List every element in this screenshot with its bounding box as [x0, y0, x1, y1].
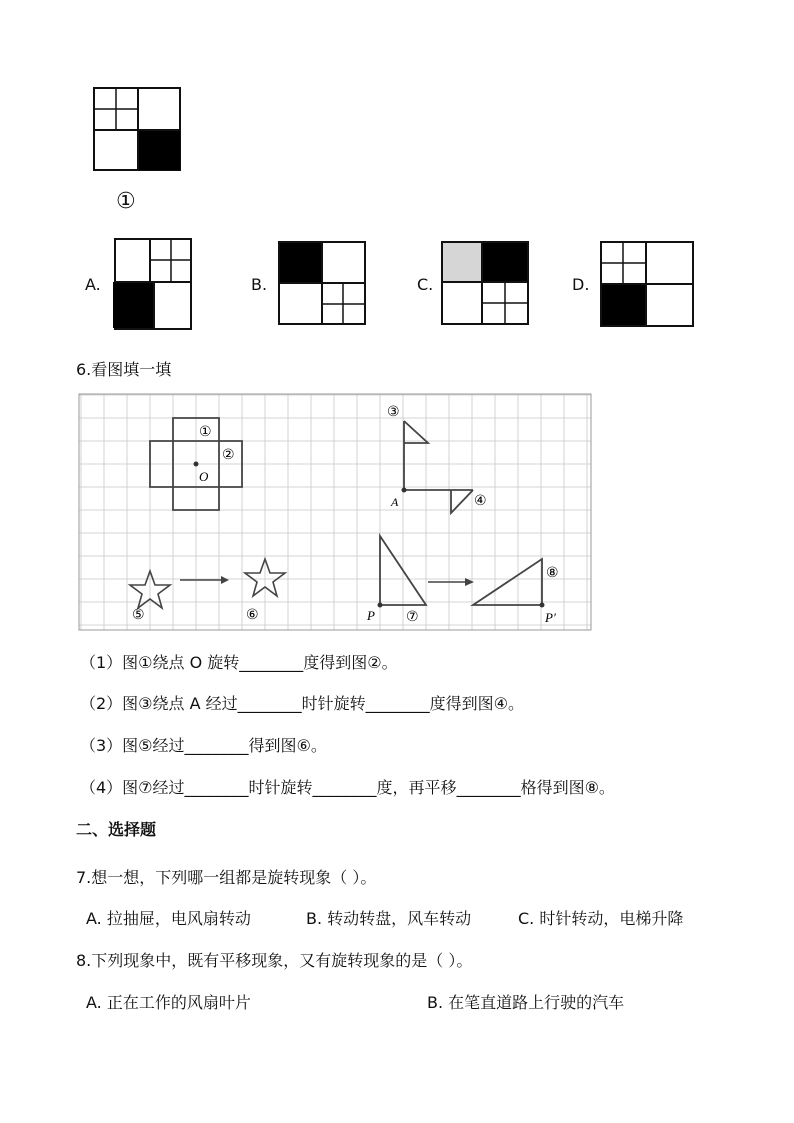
label-c2: ② — [222, 447, 235, 463]
figure-1-label: ① — [116, 189, 136, 214]
label-c6: ⑥ — [246, 607, 259, 623]
q8-option-a[interactable]: A. 正在工作的风扇叶片 — [86, 993, 251, 1012]
grid-lines — [79, 394, 591, 630]
q6-line-2: （2）图③绕点 A 经过________时针旋转________度得到图④。 — [80, 694, 525, 713]
flag-4 — [451, 490, 473, 513]
label-c8: ⑧ — [546, 565, 559, 581]
q6-line-4: （4）图⑦经过________时针旋转________度，再平移________格得到图⑧。 — [80, 778, 615, 797]
q7-option-c[interactable]: C. 时针转动，电梯升降 — [518, 909, 684, 928]
label-a: A — [391, 495, 399, 509]
label-o: O — [199, 469, 209, 484]
point-p-prime — [540, 603, 545, 608]
blank-1-1[interactable]: ________ — [239, 653, 304, 672]
q7-option-b[interactable]: B. 转动转盘，风车转动 — [306, 909, 472, 928]
point-p — [378, 603, 383, 608]
label-c1: ① — [199, 424, 212, 440]
option-c-letter: C. — [417, 275, 434, 294]
section-2-title: 二、选择题 — [76, 820, 157, 839]
blank-2-2[interactable]: ________ — [365, 694, 430, 713]
option-a-figure[interactable] — [112, 238, 194, 331]
blank-2-1[interactable]: ________ — [237, 694, 302, 713]
option-d-figure[interactable] — [599, 240, 695, 328]
point-a — [402, 488, 407, 493]
blank-4-3[interactable]: ________ — [456, 778, 521, 797]
option-c-figure[interactable] — [440, 240, 530, 326]
q7-option-a[interactable]: A. 拉抽屉，电风扇转动 — [86, 909, 251, 928]
label-c5: ⑤ — [132, 607, 145, 623]
q8-option-b[interactable]: B. 在笔直道路上行驶的汽车 — [427, 993, 625, 1012]
option-b-letter: B. — [251, 275, 268, 294]
label-c3: ③ — [387, 404, 400, 420]
label-c4: ④ — [474, 493, 487, 509]
q8-stem: 8.下列现象中，既有平移现象，又有旋转现象的是（ ）。 — [76, 951, 473, 970]
blank-3-1[interactable]: ________ — [184, 736, 249, 755]
q6-line-3: （3）图⑤经过________得到图⑥。 — [80, 736, 327, 755]
q7-stem: 7.想一想，下列哪一组都是旋转现象（ ）。 — [76, 868, 377, 887]
figure-1 — [92, 86, 184, 174]
point-o — [194, 462, 199, 467]
blank-4-1[interactable]: ________ — [184, 778, 249, 797]
flag-3 — [404, 421, 428, 443]
triangle-8 — [473, 559, 542, 605]
option-b-figure[interactable] — [277, 240, 367, 326]
q6-title: 6.看图填一填 — [76, 360, 172, 379]
q6-grid-figure — [78, 393, 594, 633]
blank-4-2[interactable]: ________ — [312, 778, 377, 797]
option-a-letter: A. — [85, 275, 101, 294]
q6-line-1: （1）图①绕点 O 旋转________度得到图②。 — [80, 653, 398, 672]
option-d-letter: D. — [572, 275, 590, 294]
label-p: P — [367, 608, 375, 623]
label-c7: ⑦ — [406, 609, 419, 625]
label-p-prime: P′ — [545, 610, 556, 625]
